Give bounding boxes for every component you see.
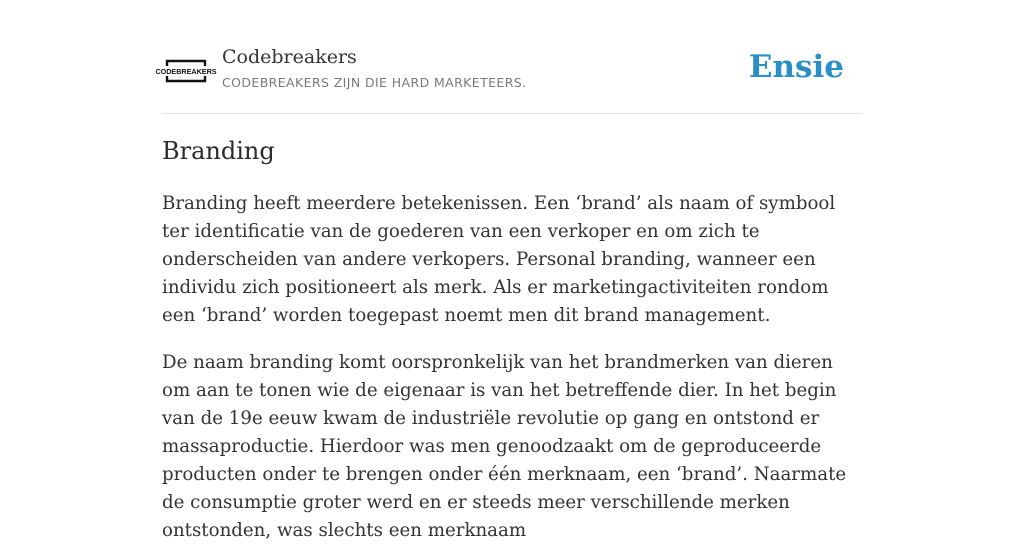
site-tagline: CODEBREAKERS ZIJN DIE HARD MARKETEERS. — [222, 75, 527, 90]
article-paragraph: De naam branding komt oorspronkelijk van het brandmerken van dieren om aan te tonen wie de eigenaar is van het betreffende dier. In het begin van de 19e eeuw kwam de industriële revolutie op gang en ontstond er massaproductie. Hierdoor was men genoodzaakt om de geproduceerde producten onder te brengen onder één merknaam, een ‘brand’. Naarmate de consumptie groter werd en er steeds meer verschillende merken ontstonden, was slechts een merknaam — [162, 352, 847, 541]
header — [155, 44, 862, 114]
codebreakers-logo[interactable] — [155, 58, 217, 84]
ensie-logo[interactable]: Ensie — [748, 49, 844, 85]
logo-text: CODEBREAKERS — [155, 67, 217, 76]
page-title: Branding — [162, 137, 275, 165]
article-paragraph: Branding heeft meerdere betekenissen. Een ‘brand’ als naam of symbool ter identificatie van de goederen van een verkoper en om zich te onderscheiden van andere verkopers. Personal branding, wanneer een individu zich positioneert als merk. Als er marketingactiviteiten rondom een ‘brand’ worden toegepast noemt men dit brand management. — [162, 193, 836, 326]
site-name[interactable]: Codebreakers — [222, 46, 357, 68]
